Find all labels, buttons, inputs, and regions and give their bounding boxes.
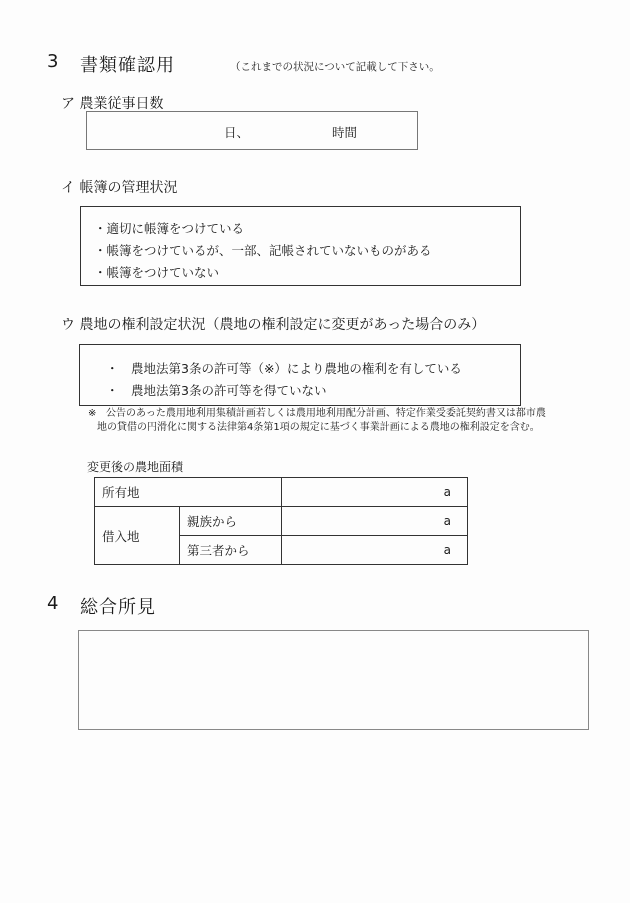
land-rights-heading: ウ 農地の権利設定状況（農地の権利設定に変更があった場合のみ） (61, 317, 486, 333)
owned-land-label: 所有地 (95, 478, 282, 507)
bullet: ・ (106, 361, 119, 376)
farming-days-field[interactable] (86, 111, 418, 150)
section-4-title: 総合所見 (80, 597, 156, 618)
table-row (95, 507, 468, 536)
land-area-table (94, 477, 468, 565)
ledger-option[interactable]: ・帳簿をつけているが、一部、記帳されていないものがある (94, 243, 432, 258)
footnote-line-2: 地の貸借の円滑化に関する法律第4条第1項の規定に基づく事業計画による農地の権利設定を含む。 (97, 422, 540, 433)
footnote-mark: ※ (88, 408, 97, 419)
from-third-party-label: 第三者から (180, 536, 282, 565)
overall-findings-field[interactable] (78, 630, 589, 730)
land-rights-options-box (79, 344, 521, 406)
section-3-title: 書類確認用 (80, 55, 175, 76)
section-3-note: （これまでの状況について記載して下さい。 (230, 61, 440, 73)
ledger-options-box (80, 206, 521, 286)
ledger-option[interactable]: ・帳簿をつけていない (94, 265, 220, 280)
ledger-heading: イ 帳簿の管理状況 (61, 180, 178, 196)
area-after-change-title: 変更後の農地面積 (87, 460, 184, 474)
hour-unit-label: 時間 (332, 125, 358, 140)
farming-days-heading: ア 農業従事日数 (61, 96, 164, 112)
owned-land-value[interactable]: a (282, 478, 468, 507)
land-rights-option[interactable]: 農地法第3条の許可等（※）により農地の権利を有している (131, 361, 462, 376)
section-3-number: 3 (47, 51, 60, 72)
footnote-line-1: 公告のあった農用地利用集積計画若しくは農用地利用配分計画、特定作業受委託契約書又は都市農 (106, 408, 546, 419)
day-unit-label: 日、 (224, 125, 250, 140)
from-relatives-value[interactable]: a (282, 507, 468, 536)
ledger-option[interactable]: ・適切に帳簿をつけている (94, 221, 245, 236)
from-relatives-label: 親族から (180, 507, 282, 536)
section-4-number: 4 (47, 593, 60, 614)
leased-land-label: 借入地 (95, 507, 180, 565)
table-row (95, 478, 468, 507)
land-rights-option[interactable]: 農地法第3条の許可等を得ていない (131, 383, 327, 398)
from-third-party-value[interactable]: a (282, 536, 468, 565)
bullet: ・ (106, 383, 119, 398)
